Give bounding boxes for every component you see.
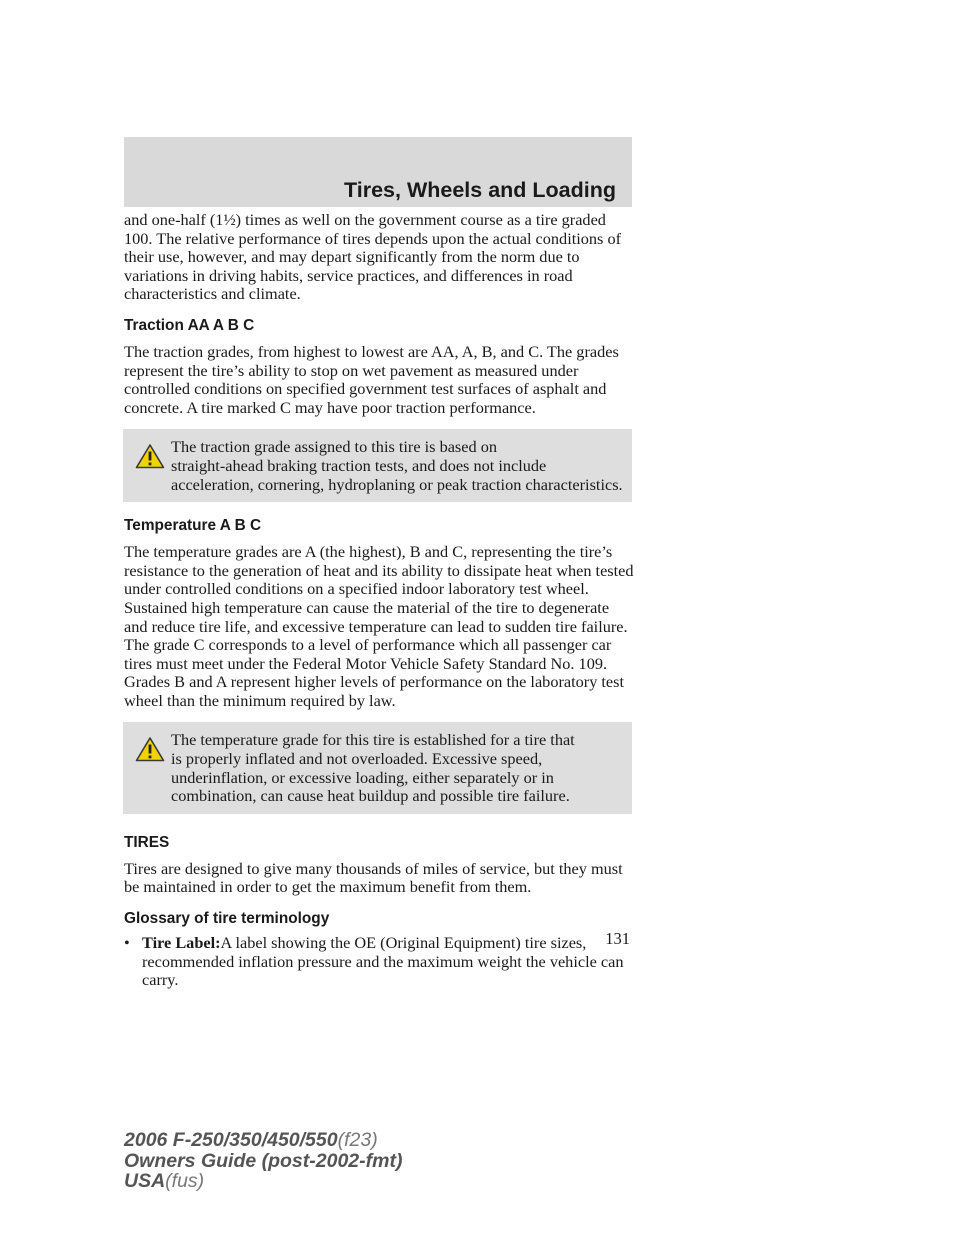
section-header-band	[124, 137, 632, 207]
bullet-point: •	[124, 933, 130, 953]
temperature-heading: Temperature A B C	[124, 517, 262, 535]
footer-region-code: (fus)	[165, 1170, 205, 1192]
tires-paragraph: Tires are designed to give many thousands of miles of service, but they must be maintained in order to get the maximum benefit from them.	[124, 858, 623, 897]
glossary-heading: Glossary of tire terminology	[124, 910, 330, 928]
page-number: 131	[605, 929, 630, 948]
temperature-warning-box	[123, 722, 632, 813]
temperature-warning-first-line: The temperature grade for this tire is established for a tire that	[171, 730, 575, 750]
traction-warning-second-line: straight-ahead braking traction tests, and does not include acceleration, cornering, hydroplaning or peak traction characteristics.	[171, 455, 623, 494]
warning-triangle-icon	[135, 443, 165, 469]
page-content	[124, 211, 634, 990]
footer-line-guide	[124, 1151, 402, 1172]
footer-guide: Owners Guide (post-2002-fmt)	[124, 1149, 403, 1172]
glossary-list-item	[124, 934, 634, 990]
footer-line-model	[124, 1130, 402, 1151]
document-footer	[124, 1130, 402, 1192]
footer-model-code: (f23)	[337, 1129, 378, 1151]
traction-paragraph: The traction grades, from highest to lowest are AA, A, B, and C. The grades represent the tire’s ability to stop on wet pavement as measured under controlled conditions on specified government test surfaces of asphalt and concrete. A tire marked C may have poor traction performance.	[124, 341, 619, 417]
temperature-warning-rest: is properly inflated and not overloaded. Excessive speed, underinflation, or excessive loading, either separately or in combination, can cause heat buildup and possible tire failure.	[171, 749, 570, 806]
paragraph-continued: and one-half (1½) times as well on the government course as a tire graded 100. The relative performance of tires depends upon the actual conditions of their use, however, and may depart significantly from the norm due to variations in driving habits, service practices, and differences in road characteristics and climate.	[124, 210, 622, 304]
warning-triangle-icon	[135, 736, 165, 762]
glossary-definition: A label showing the OE (Original Equipment) tire sizes, recommended inflation pressure and the maximum weight the vehicle can carry.	[142, 933, 624, 990]
traction-heading: Traction AA A B C	[124, 316, 255, 334]
section-title: Tires, Wheels and Loading	[344, 178, 616, 202]
traction-warning-box	[123, 429, 632, 502]
footer-model: 2006 F-250/350/450/550	[124, 1129, 338, 1151]
footer-line-region	[124, 1171, 402, 1192]
tires-heading: TIRES	[124, 833, 170, 851]
glossary-term: Tire Label:	[142, 933, 221, 953]
traction-warning-first-line: The traction grade assigned to this tire is based on	[171, 437, 497, 457]
temperature-paragraph: The temperature grades are A (the highest), B and C, representing the tire’s resistance to the generation of heat and its ability to dissipate heat when tested under controlled conditions on a specified indoor laboratory test wheel. Sustained high temperature can cause the material of the tire to degenerate and reduce tire life, and excessive temperature can lead to sudden tire failure. The grade C corresponds to a level of performance which all passenger car tires must meet under the Federal Motor Vehicle Safety Standard No. 109. Grades B and A represent higher levels of performance on the laboratory test wheel than the minimum required by law.	[124, 542, 634, 710]
footer-region: USA	[124, 1170, 166, 1192]
